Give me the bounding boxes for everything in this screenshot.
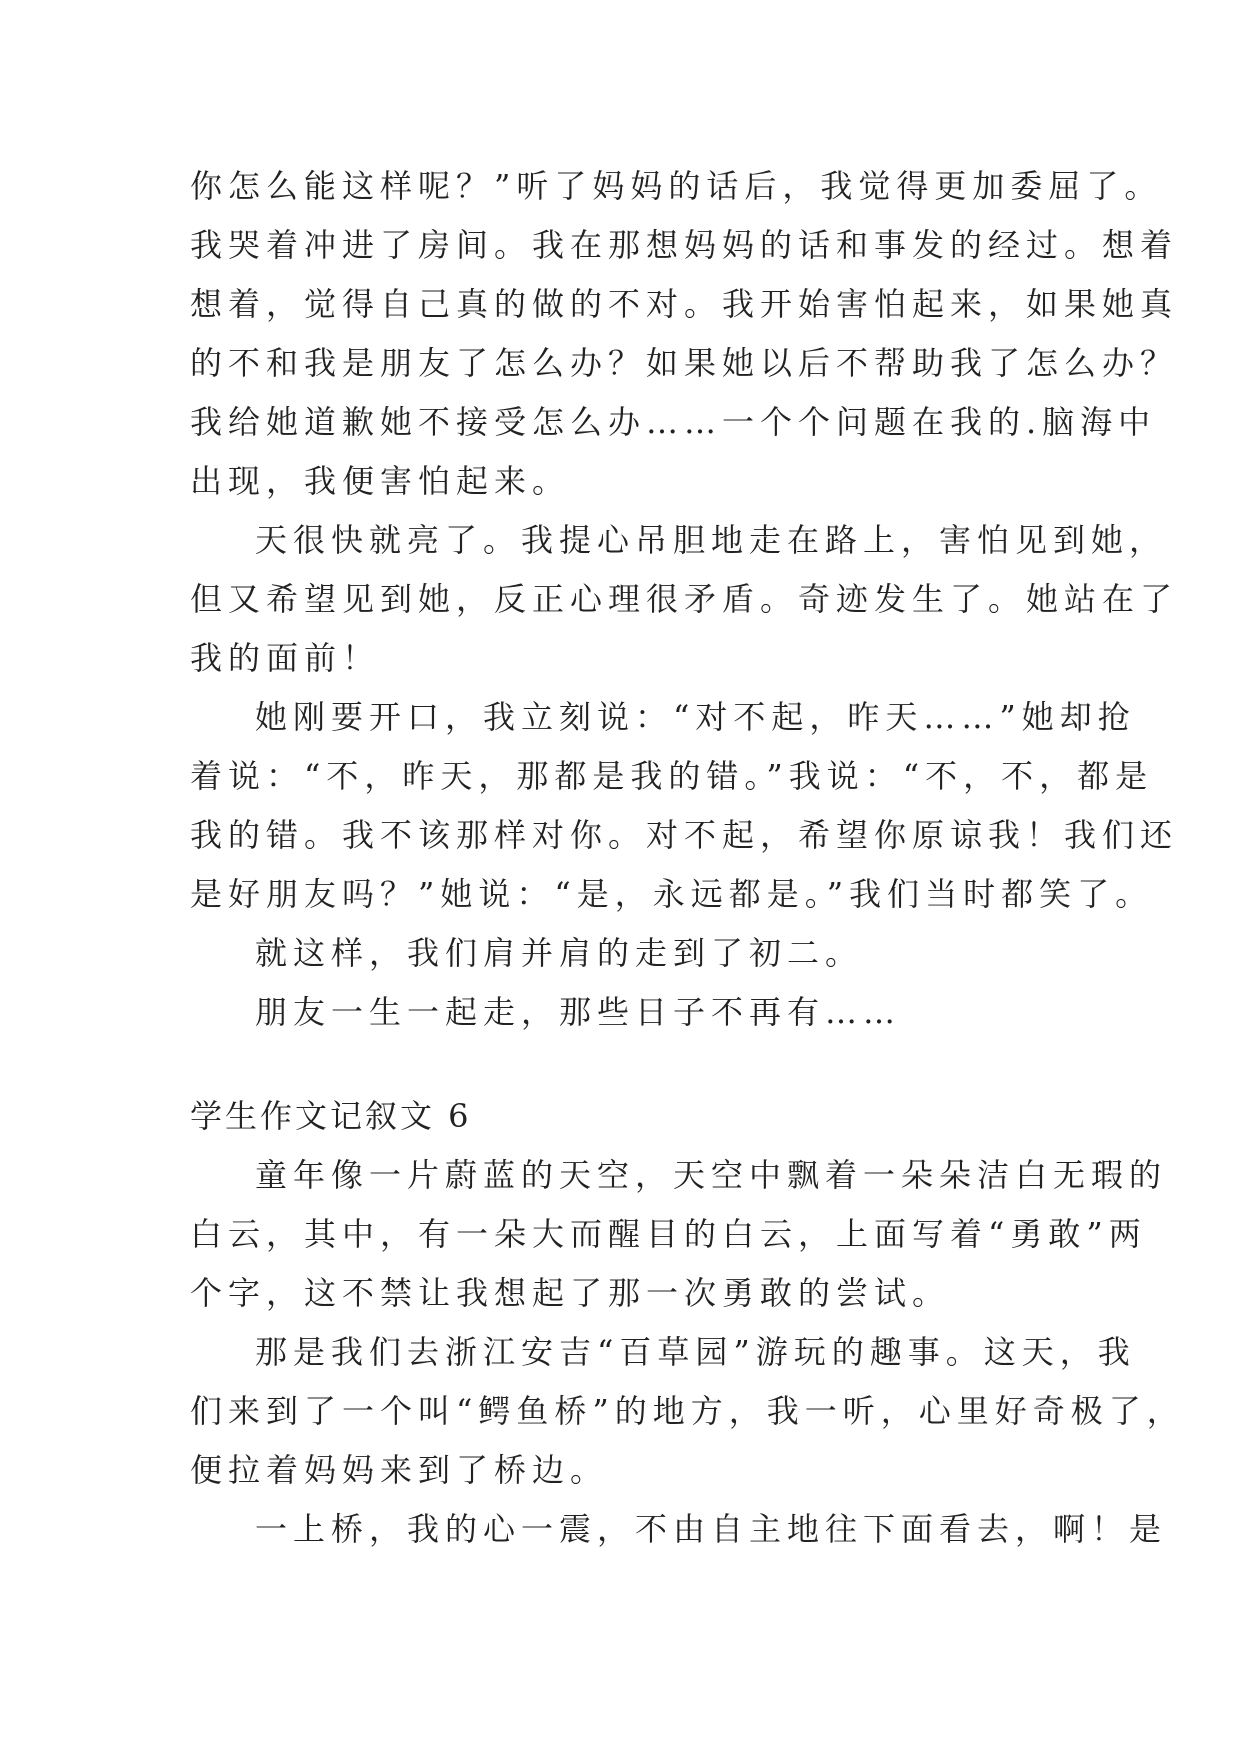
paragraph-first-line: 朋友一生一起走，那些日子不再有…… [255, 993, 902, 1031]
text-line: 们来到了一个叫“鳄鱼桥”的地方，我一听，心里好奇极了， [190, 1392, 1185, 1430]
text-line: 出现，我便害怕起来。 [190, 462, 571, 500]
paragraph-first-line: 那是我们去浙江安吉“百草园”游玩的趣事。这天，我 [255, 1333, 1136, 1371]
text-line: 你怎么能这样呢？”听了妈妈的话后，我觉得更加委屈了。 [190, 167, 1163, 205]
text-line: 个字，这不禁让我想起了那一次勇敢的尝试。 [190, 1274, 951, 1312]
text-line: 是好朋友吗？”她说：“是，永远都是。”我们当时都笑了。 [190, 875, 1154, 913]
text-line: 想着，觉得自己真的做的不对。我开始害怕起来，如果她真 [190, 285, 1179, 323]
paragraph-first-line: 童年像一片蔚蓝的天空，天空中飘着一朵朵洁白无瑕的 [255, 1156, 1168, 1194]
text-line: 我给她道歉她不接受怎么办……一个个问题在我的.脑海中 [190, 403, 1157, 441]
paragraph-first-line: 她刚要开口，我立刻说：“对不起，昨天……”她却抢 [255, 698, 1136, 736]
text-line: 我的面前！ [190, 639, 381, 677]
text-line: 着说：“不，昨天，那都是我的错。”我说：“不，不，都是 [190, 757, 1154, 795]
section-title: 学生作文记叙文 6 [190, 1097, 472, 1135]
text-line: 的不和我是朋友了怎么办？如果她以后不帮助我了怎么办？ [190, 344, 1179, 382]
text-line: 我哭着冲进了房间。我在那想妈妈的话和事发的经过。想着 [190, 226, 1179, 264]
text-line: 便拉着妈妈来到了桥边。 [190, 1451, 609, 1489]
paragraph-first-line: 天很快就亮了。我提心吊胆地走在路上，害怕见到她， [255, 521, 1168, 559]
paragraph-first-line: 一上桥，我的心一震，不由自主地往下面看去，啊！是 [255, 1510, 1168, 1548]
text-line: 但又希望见到她，反正心理很矛盾。奇迹发生了。她站在了 [190, 580, 1179, 618]
text-line: 我的错。我不该那样对你。对不起，希望你原谅我！我们还 [190, 816, 1179, 854]
paragraph-first-line: 就这样，我们肩并肩的走到了初二。 [255, 934, 864, 972]
text-line: 白云，其中，有一朵大而醒目的白云，上面写着“勇敢”两 [190, 1215, 1147, 1253]
